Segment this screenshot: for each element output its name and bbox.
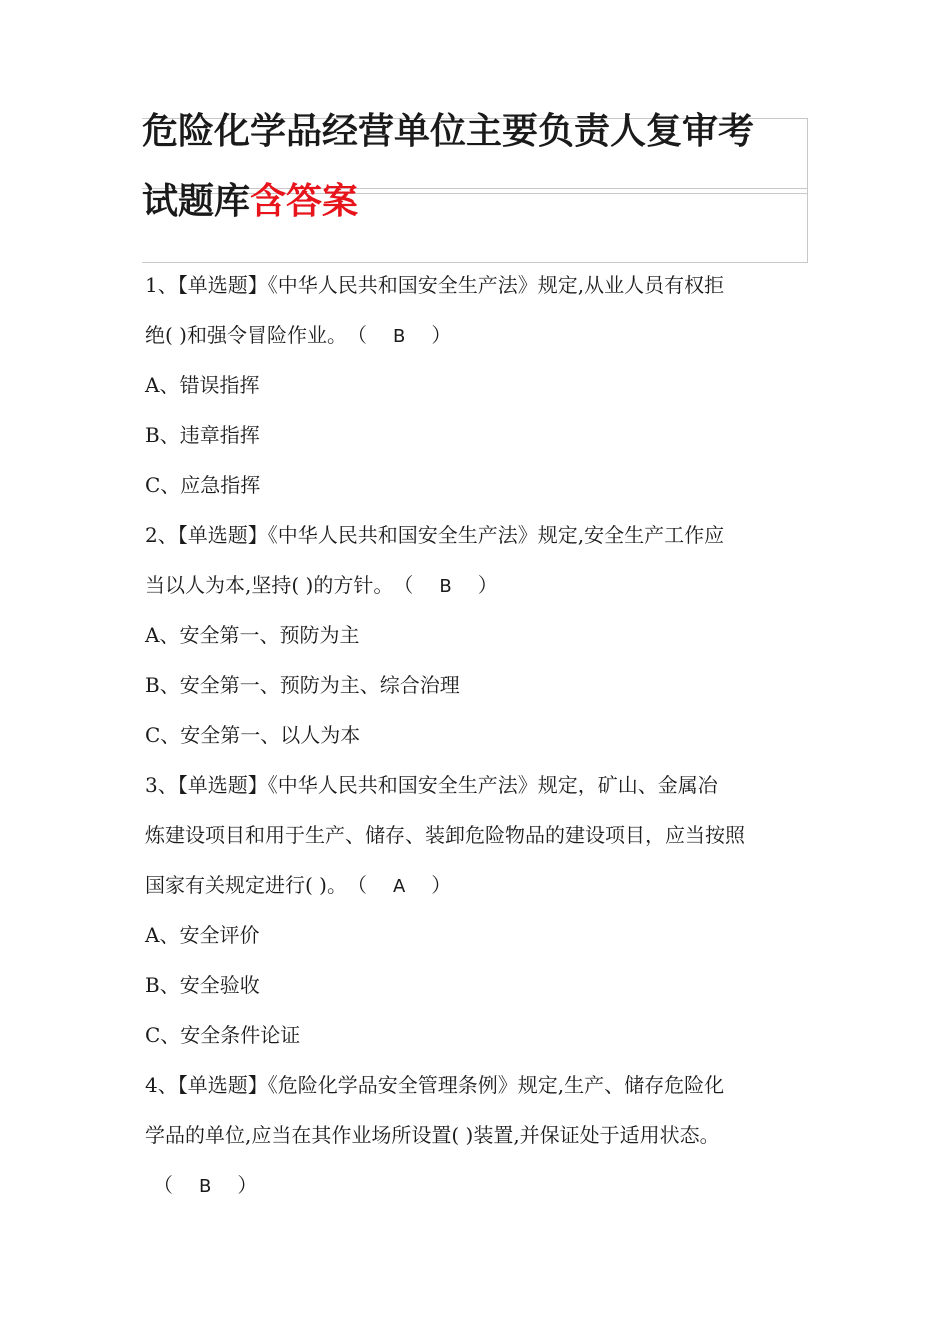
question-stem-line: 炼建设项目和用于生产、储存、装卸危险物品的建设项目，应当按照 [145,823,745,847]
question-stem-line: 4、【单选题】《危险化学品安全管理条例》规定,生产、储存危险化 [145,1073,725,1097]
question-stem-text: 国家有关规定进行( )。 [145,873,347,897]
option-c: C、安全条件论证 [145,1023,301,1047]
option-b: B、安全验收 [145,973,260,997]
document-title [142,92,808,262]
option-a: A、安全第一、预防为主 [145,623,360,647]
question-stem-line: 3、【单选题】《中华人民共和国安全生产法》规定，矿山、金属冶 [145,773,718,797]
question-stem-text: 绝( )和强令冒险作业。 [145,323,347,347]
option-a: A、错误指挥 [145,373,260,397]
question-3 [145,765,810,1065]
question-answer-line: （ B ） [145,1165,810,1215]
question-answer: B [439,576,452,597]
question-list [145,265,810,1215]
question-stem-line: 1、【单选题】《中华人民共和国安全生产法》规定,从业人员有权拒 [145,273,725,297]
title-line-2-red: 含答案 [250,181,359,222]
question-4 [145,1065,810,1215]
question-1 [145,265,810,515]
option-b: B、违章指挥 [145,423,260,447]
question-2 [145,515,810,765]
question-answer: B [392,326,406,347]
title-line-2-black: 试题库 [142,181,251,222]
option-c: C、应急指挥 [145,473,261,497]
question-stem-line: 国家有关规定进行( )。（ A ） [145,865,810,915]
title-line-1: 危险化学品经营单位主要负责人复审考 [142,111,755,152]
question-stem-line: 当以人为本,坚持( )的方针。（ B ） [145,565,810,615]
option-a: A、安全评价 [145,923,260,947]
question-stem-text: 当以人为本,坚持( )的方针。 [145,573,394,597]
option-b: B、安全第一、预防为主、综合治理 [145,673,460,697]
question-answer: A [392,876,406,897]
question-stem-line: 2、【单选题】《中华人民共和国安全生产法》规定,安全生产工作应 [145,523,725,547]
question-stem-line: 绝( )和强令冒险作业。（ B ） [145,315,810,365]
question-stem-line: 学品的单位,应当在其作业场所设置( )装置,并保证处于适用状态。 [145,1123,720,1147]
option-c: C、安全第一、以人为本 [145,723,361,747]
title-line-2 [142,182,358,222]
title-frame-bottom-rule [142,262,808,263]
question-answer: B [199,1176,212,1197]
